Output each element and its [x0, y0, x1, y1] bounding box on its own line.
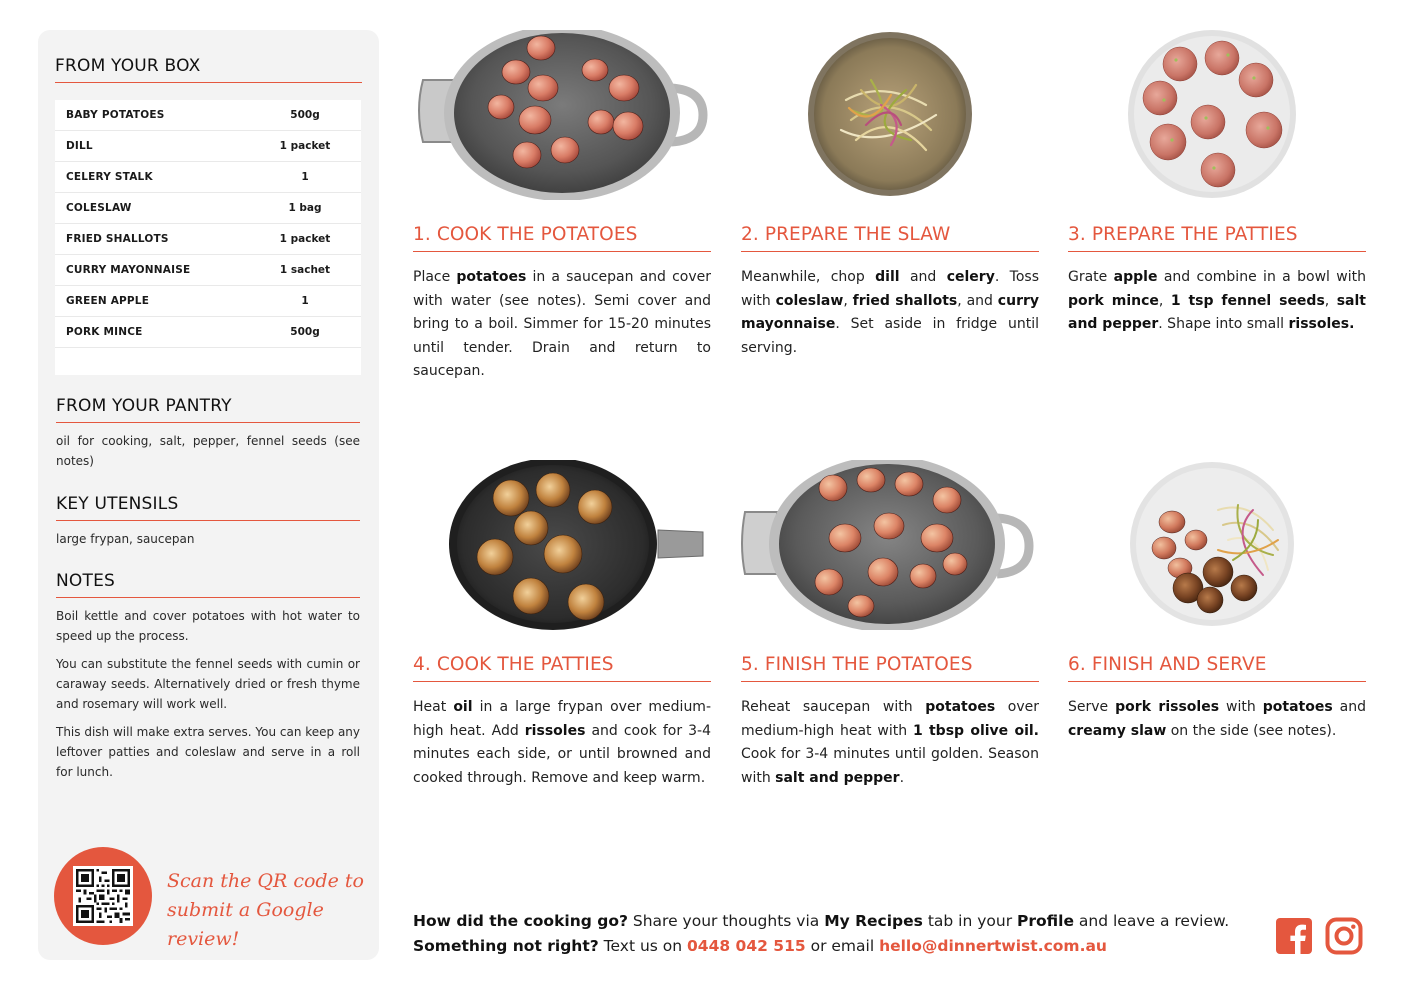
step-text-run: ,: [1158, 292, 1171, 309]
step-text-run: in a large frypan over medium-high heat. Add: [413, 699, 712, 739]
sidebar: [38, 30, 379, 960]
step-6-photo: [1068, 460, 1366, 630]
ingredients-table: [55, 100, 361, 375]
utensils-text: large frypan, saucepan: [56, 532, 195, 546]
step-6-text: [1068, 696, 1366, 743]
step-1-text: [413, 266, 711, 384]
step-5-text: [741, 696, 1039, 790]
ingredient-row: [55, 193, 361, 224]
footer: [413, 909, 1273, 959]
step-text-run: and cook for 3-4 minutes each side, or until browned and cooked through. Remove and keep warm.: [413, 722, 711, 786]
step-text-run: Serve: [1068, 699, 1116, 715]
ingredient-row: [55, 224, 361, 255]
from-your-box-title: FROM YOUR BOX: [55, 56, 362, 83]
ingredient-name: CELERY STALK: [66, 171, 153, 183]
step-text-run: . Toss with: [741, 269, 1040, 309]
ingredient-name: DILL: [66, 140, 93, 152]
footer-text: or email: [805, 937, 880, 955]
ingredient-highlight: potatoes: [1262, 699, 1333, 715]
step-text-run: Meanwhile, chop: [741, 269, 876, 285]
ingredient-highlight: rissoles.: [1288, 316, 1355, 332]
ingredient-row: [55, 100, 361, 131]
step-1-photo: [413, 30, 711, 200]
pantry-title: FROM YOUR PANTRY: [56, 396, 360, 423]
utensils-title: KEY UTENSILS: [56, 494, 360, 521]
step-4-text: [413, 696, 711, 790]
ingredient-highlight: pork mince: [1068, 292, 1159, 309]
notes-section: [56, 571, 360, 782]
ingredient-qty: 1 sachet: [279, 264, 331, 276]
ingredient-highlight: 1 tbsp olive oil.: [912, 722, 1039, 739]
ingredient-qty: 1 packet: [279, 140, 331, 152]
note-text: Boil kettle and cover potatoes with hot water to speed up the process.: [56, 609, 360, 643]
step-text-run: on the side (see notes).: [1166, 722, 1337, 739]
footer-line-2: [413, 934, 1273, 959]
step-3-photo: [1068, 30, 1366, 200]
step-text-run: with: [1219, 699, 1263, 715]
step-3-title: 3. PREPARE THE PATTIES: [1068, 224, 1366, 252]
utensils-section: [56, 494, 360, 549]
pantry-section: [56, 396, 360, 471]
step-2-photo: [741, 30, 1039, 200]
ingredient-name: BABY POTATOES: [66, 109, 165, 121]
ingredient-highlight: salt and pepper: [775, 769, 900, 786]
step-text-run: ,: [843, 292, 853, 309]
ingredient-highlight: pork rissoles: [1115, 699, 1220, 715]
qr-review-block: [54, 847, 374, 950]
ingredient-name: PORK MINCE: [66, 326, 143, 338]
ingredient-qty: 1: [301, 295, 309, 307]
note-text: You can substitute the fennel seeds with cumin or caraway seeds. Alternatively dried or fresh thyme and rosemary will work well.: [56, 657, 360, 711]
ingredient-qty: 500g: [290, 109, 320, 121]
step-3-text: [1068, 266, 1366, 337]
phone-link[interactable]: 0448 042 515: [687, 937, 806, 955]
step-text-run: Reheat saucepan with: [741, 699, 926, 715]
ingredient-highlight: rissoles: [524, 722, 586, 739]
notes-title: NOTES: [56, 571, 360, 598]
qr-cta-line: submit a Google review!: [167, 899, 324, 950]
ingredient-highlight: apple: [1113, 269, 1158, 285]
step-4-photo: [413, 460, 711, 630]
step-text-run: , and: [957, 292, 998, 309]
step-text-run: Grate: [1068, 269, 1114, 285]
step-4-title: 4. COOK THE PATTIES: [413, 654, 711, 682]
my-recipes-link[interactable]: My Recipes: [824, 912, 923, 930]
ingredient-name: GREEN APPLE: [66, 295, 150, 307]
step-text-run: and: [1332, 699, 1367, 715]
step-2-title: 2. PREPARE THE SLAW: [741, 224, 1039, 252]
ingredient-row: [55, 286, 361, 317]
ingredient-row: [55, 255, 361, 286]
ingredient-highlight: oil: [453, 699, 473, 715]
ingredient-qty: 1 packet: [279, 233, 331, 245]
step-text-run: . Shape into small: [1158, 316, 1289, 332]
footer-question-1: How did the cooking go?: [413, 912, 628, 930]
profile-link[interactable]: Profile: [1017, 912, 1074, 930]
ingredient-highlight: celery: [946, 269, 995, 285]
ingredient-row: [55, 131, 361, 162]
qr-cta-line: Scan the QR code to: [167, 870, 364, 892]
pantry-text: oil for cooking, salt, pepper, fennel seeds (see notes): [56, 434, 360, 468]
note-text: This dish will make extra serves. You can keep any leftover patties and coleslaw and serve in a roll for lunch.: [56, 725, 361, 779]
ingredient-highlight: creamy slaw: [1068, 722, 1167, 739]
ingredient-qty: 500g: [290, 326, 320, 338]
ingredient-row: [55, 317, 361, 348]
footer-text: Share your thoughts via: [627, 912, 825, 930]
ingredient-highlight: dill: [875, 269, 900, 285]
email-link[interactable]: hello@dinnertwist.com.au: [879, 937, 1107, 955]
step-text-run: .: [899, 769, 905, 786]
footer-line-1: [413, 909, 1273, 934]
footer-text: and leave a review.: [1073, 912, 1230, 930]
step-text-run: over medium-high heat with: [741, 699, 1039, 739]
step-text-run: and: [899, 269, 947, 285]
ingredient-highlight: salt and pepper: [1068, 292, 1366, 332]
ingredient-highlight: potatoes: [925, 699, 996, 715]
ingredient-highlight: coleslaw: [775, 292, 844, 309]
step-6-title: 6. FINISH AND SERVE: [1068, 654, 1366, 682]
step-5-title: 5. FINISH THE POTATOES: [741, 654, 1039, 682]
step-text-run: in a saucepan and cover with water (see notes). Semi cover and bring to a boil. Simmer for 15-20 minutes until tender. Drain and return to saucepan.: [413, 269, 712, 379]
step-text-run: Place: [413, 269, 457, 285]
step-text-run: . Set aside in fridge until serving.: [741, 316, 1039, 356]
ingredient-highlight: potatoes: [456, 269, 527, 285]
step-1-title: 1. COOK THE POTATOES: [413, 224, 711, 252]
footer-question-2: Something not right?: [413, 937, 599, 955]
qr-code-icon[interactable]: [73, 866, 133, 926]
ingredient-qty: 1 bag: [288, 202, 322, 214]
facebook-icon[interactable]: [1275, 917, 1313, 955]
step-2-text: [741, 266, 1039, 360]
ingredient-name: CURRY MAYONNAISE: [66, 264, 191, 276]
ingredient-highlight: fried shallots: [852, 292, 958, 309]
ingredient-qty: 1: [301, 171, 309, 183]
footer-text: tab in your: [922, 912, 1018, 930]
step-text-run: ,: [1324, 292, 1337, 309]
ingredient-name: COLESLAW: [66, 202, 132, 214]
qr-badge: [54, 847, 152, 945]
qr-call-to-action: [167, 867, 377, 954]
footer-text: Text us on: [598, 937, 688, 955]
ingredient-highlight: 1 tsp fennel seeds: [1170, 292, 1325, 309]
step-text-run: Heat: [413, 699, 454, 715]
step-5-photo: [741, 460, 1039, 630]
step-text-run: Cook for 3-4 minutes until golden. Season with: [741, 746, 1039, 786]
step-text-run: and combine in a bowl with: [1157, 269, 1366, 285]
ingredient-row: [55, 162, 361, 193]
instagram-icon[interactable]: [1325, 917, 1363, 955]
ingredient-name: FRIED SHALLOTS: [66, 233, 169, 245]
ingredient-highlight: curry mayonnaise: [741, 292, 1039, 332]
